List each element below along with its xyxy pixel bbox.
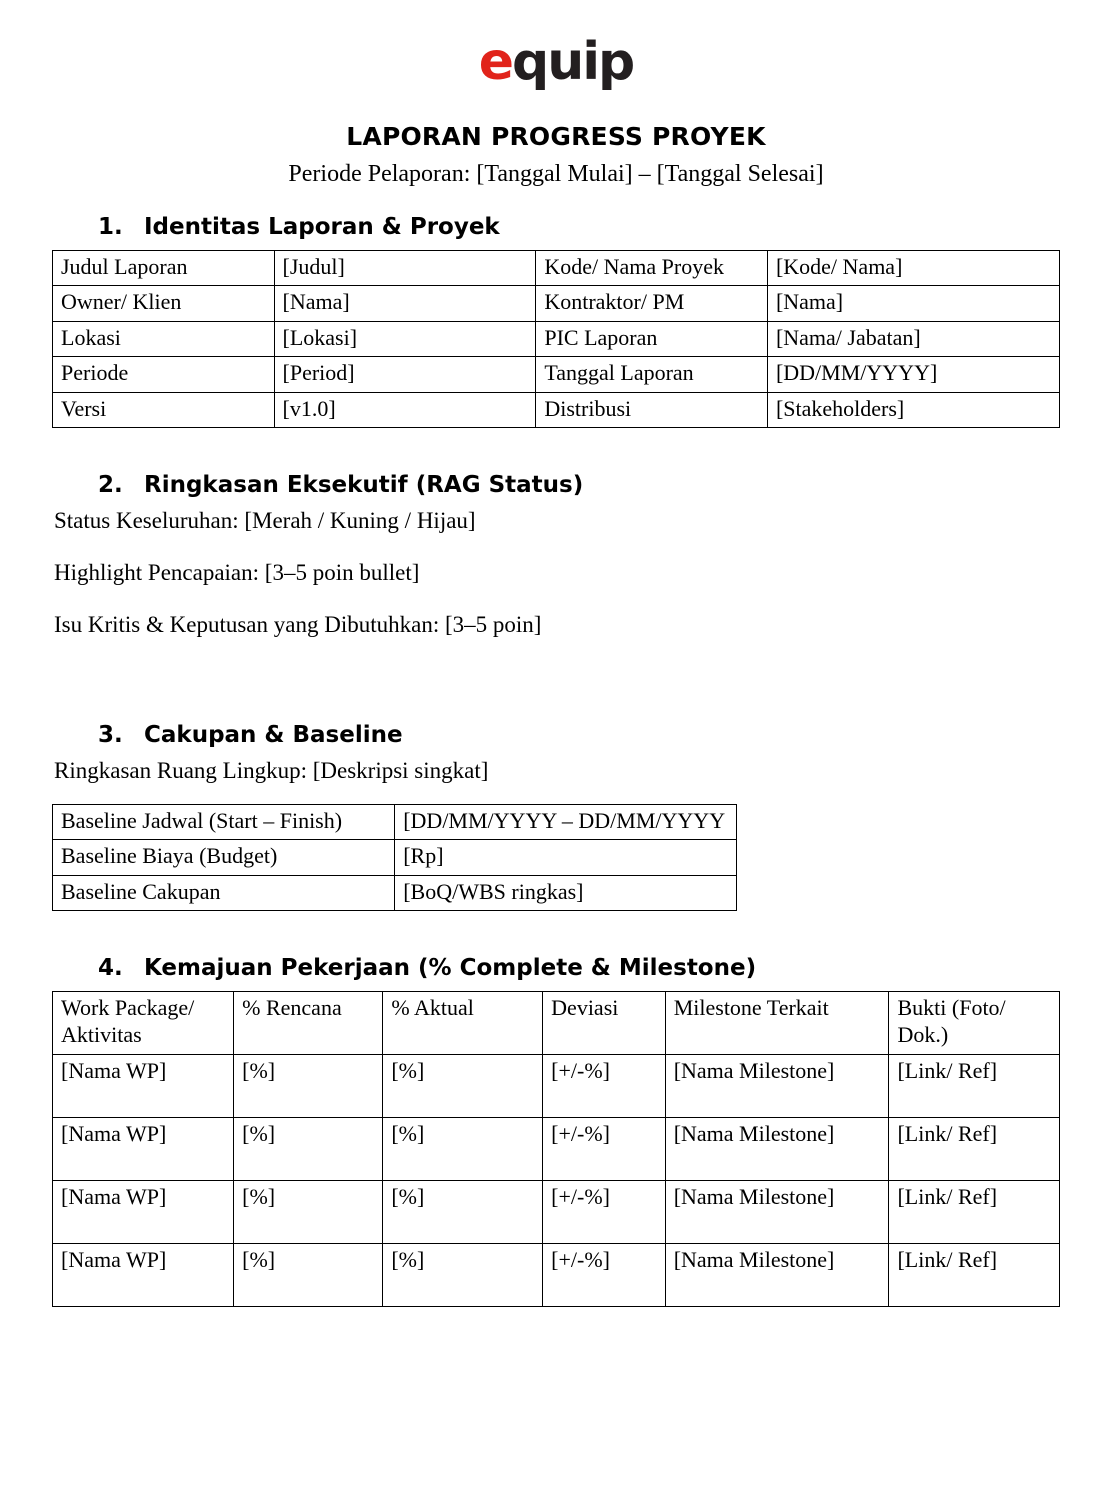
spacer <box>52 428 1060 472</box>
spacer <box>52 664 1060 722</box>
table-row <box>53 251 1060 286</box>
identity-value: [Lokasi] <box>274 321 536 356</box>
isu-kritis-text: Isu Kritis & Keputusan yang Dibutuhkan: [3–5 poin] <box>54 611 542 637</box>
identity-label: Owner/ Klien <box>53 286 275 321</box>
identity-value: [Period] <box>274 357 536 392</box>
status-keseluruhan-text: Status Keseluruhan: [Merah / Kuning / Hijau] <box>54 507 476 533</box>
cell-bukti: [Link/ Ref] <box>889 1243 1060 1306</box>
table-header-row <box>53 992 1060 1055</box>
cell-persen-rencana: [%] <box>234 1243 383 1306</box>
table-row <box>53 357 1060 392</box>
cell-milestone: [Nama Milestone] <box>665 1180 889 1243</box>
section-2-number: 2. <box>98 471 123 498</box>
baseline-value: [DD/MM/YYYY – DD/MM/YYYY <box>395 804 737 839</box>
column-header-persen-rencana: % Rencana <box>234 992 383 1055</box>
baseline-table <box>52 804 737 911</box>
baseline-label: Baseline Biaya (Budget) <box>53 840 395 875</box>
identity-value: [Judul] <box>274 251 536 286</box>
table-row <box>53 1180 1060 1243</box>
table-row <box>53 321 1060 356</box>
column-header-milestone: Milestone Terkait <box>665 992 889 1055</box>
cell-milestone: [Nama Milestone] <box>665 1117 889 1180</box>
reporting-period-subtitle: Periode Pelaporan: [Tanggal Mulai] – [Tanggal Selesai] <box>288 161 824 187</box>
identity-label: Kontraktor/ PM <box>536 286 768 321</box>
cell-bukti: [Link/ Ref] <box>889 1054 1060 1117</box>
cell-deviasi: [+/-%] <box>543 1117 666 1180</box>
section-3-number: 3. <box>98 721 123 748</box>
section-heading-identitas <box>52 214 1060 240</box>
cell-bukti: [Link/ Ref] <box>889 1117 1060 1180</box>
baseline-value: [BoQ/WBS ringkas] <box>395 875 737 910</box>
cell-deviasi: [+/-%] <box>543 1180 666 1243</box>
section-1-number: 1. <box>98 214 123 240</box>
identity-value: [Nama] <box>767 286 1059 321</box>
logo-text-rest: quip <box>511 32 634 92</box>
cell-persen-aktual: [%] <box>383 1054 543 1117</box>
column-header-deviasi: Deviasi <box>543 992 666 1055</box>
equip-logo <box>478 32 634 92</box>
identity-label: Lokasi <box>53 321 275 356</box>
table-row <box>53 1054 1060 1117</box>
cell-persen-rencana: [%] <box>234 1054 383 1117</box>
cell-milestone: [Nama Milestone] <box>665 1243 889 1306</box>
identity-label: PIC Laporan <box>536 321 768 356</box>
cell-work-package: [Nama WP] <box>53 1180 234 1243</box>
cell-milestone: [Nama Milestone] <box>665 1054 889 1117</box>
identity-value: [Nama/ Jabatan] <box>767 321 1059 356</box>
section-heading-cakupan <box>52 722 1060 748</box>
identity-label: Tanggal Laporan <box>536 357 768 392</box>
identity-value: [Stakeholders] <box>767 392 1059 427</box>
identity-label: Periode <box>53 357 275 392</box>
table-row <box>53 840 737 875</box>
column-header-persen-aktual: % Aktual <box>383 992 543 1055</box>
identity-value: [Kode/ Nama] <box>767 251 1059 286</box>
section-heading-kemajuan <box>52 955 1060 981</box>
table-row <box>53 875 737 910</box>
identity-label: Distribusi <box>536 392 768 427</box>
brand-logo <box>52 32 1060 92</box>
cell-work-package: [Nama WP] <box>53 1117 234 1180</box>
cell-work-package: [Nama WP] <box>53 1243 234 1306</box>
section-4-title: Kemajuan Pekerjaan (% Complete & Milestone) <box>144 955 757 982</box>
cell-persen-aktual: [%] <box>383 1180 543 1243</box>
section-heading-ringkasan <box>52 472 1060 498</box>
cell-work-package: [Nama WP] <box>53 1054 234 1117</box>
section-4-number: 4. <box>98 955 123 982</box>
identity-value: [v1.0] <box>274 392 536 427</box>
ringkasan-ruang-lingkup-text: Ringkasan Ruang Lingkup: [Deskripsi singkat] <box>54 757 489 783</box>
table-row <box>53 1243 1060 1306</box>
logo-letter-e: e <box>478 32 512 92</box>
section-3-title: Cakupan & Baseline <box>144 721 403 748</box>
cell-persen-rencana: [%] <box>234 1180 383 1243</box>
identity-value: [Nama] <box>274 286 536 321</box>
identity-label: Versi <box>53 392 275 427</box>
table-row <box>53 286 1060 321</box>
baseline-label: Baseline Jadwal (Start – Finish) <box>53 804 395 839</box>
cell-deviasi: [+/-%] <box>543 1054 666 1117</box>
section-1-title: Identitas Laporan & Proyek <box>144 214 500 240</box>
baseline-value: [Rp] <box>395 840 737 875</box>
identity-value: [DD/MM/YYYY] <box>767 357 1059 392</box>
section-2-title: Ringkasan Eksekutif (RAG Status) <box>144 471 584 498</box>
cell-persen-aktual: [%] <box>383 1243 543 1306</box>
table-row <box>53 392 1060 427</box>
cell-persen-rencana: [%] <box>234 1117 383 1180</box>
cell-deviasi: [+/-%] <box>543 1243 666 1306</box>
cell-bukti: [Link/ Ref] <box>889 1180 1060 1243</box>
highlight-pencapaian-text: Highlight Pencapaian: [3–5 poin bullet] <box>54 559 420 585</box>
table-row <box>53 1117 1060 1180</box>
baseline-label: Baseline Cakupan <box>53 875 395 910</box>
column-header-work-package: Work Package/ Aktivitas <box>53 992 234 1055</box>
identity-table <box>52 250 1060 428</box>
spacer <box>52 911 1060 955</box>
progress-table <box>52 991 1060 1307</box>
page-title: LAPORAN PROGRESS PROYEK <box>346 122 766 151</box>
identity-label: Kode/ Nama Proyek <box>536 251 768 286</box>
cell-persen-aktual: [%] <box>383 1117 543 1180</box>
table-row <box>53 804 737 839</box>
identity-label: Judul Laporan <box>53 251 275 286</box>
column-header-bukti: Bukti (Foto/ Dok.) <box>889 992 1060 1055</box>
